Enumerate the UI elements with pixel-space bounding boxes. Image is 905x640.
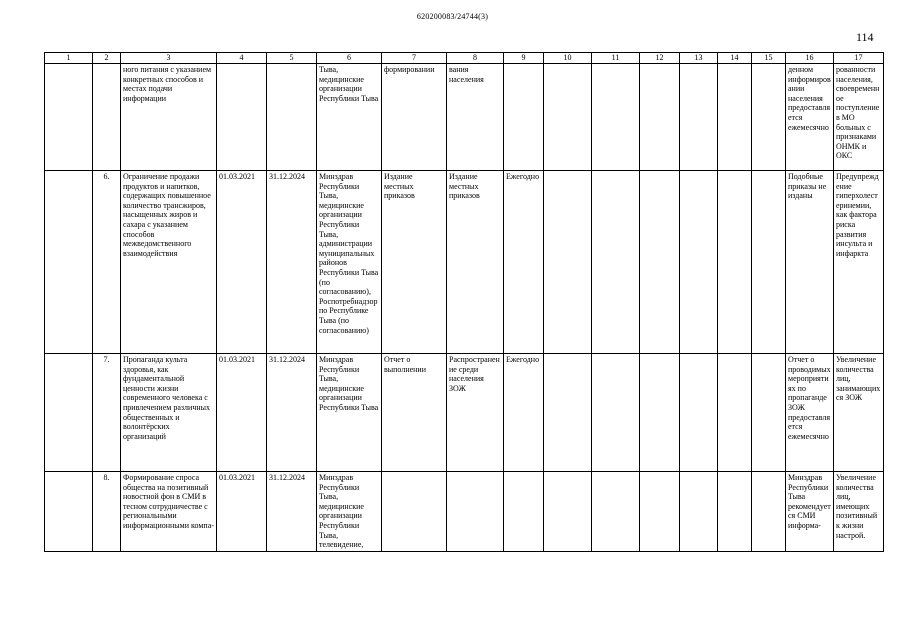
item-number-cell [93,64,121,171]
table-cell [592,354,640,472]
table-cell: Издание местных приказов [382,171,447,354]
table-cell [382,472,447,552]
table-cell [592,472,640,552]
activity-cell: Формирование спроса общества на позитивный новостной фон в СМИ в тесном сотрудничестве с региональными информационными компа- [121,472,217,552]
table-cell: формировании [382,64,447,171]
end-date-cell: 31.12.2024 [267,472,317,552]
table-cell [592,64,640,171]
table-row [45,64,884,171]
activity-cell: Пропаганда культа здоровья, как фундаментальной ценности жизни современного человека с привлечением различных общественных и волонтёрских организаций [121,354,217,472]
responsible-cell: Тыва, медицинские организации Республики Тыва [317,64,382,171]
column-header: 6 [317,53,382,64]
table-cell [544,64,592,171]
table-cell: Отчет о выполнении [382,354,447,472]
column-header: 5 [267,53,317,64]
column-header: 17 [834,53,884,64]
column-header: 7 [382,53,447,64]
item-number-cell: 8. [93,472,121,552]
table-cell [45,354,93,472]
table-cell: Предупреждение гиперхолестеринемии, как фактора риска развития инсульта и инфаркта [834,171,884,354]
plan-table [44,52,884,552]
table-cell [752,354,786,472]
activity-cell: ного питания с указанием конкретных способов и местах подачи информации [121,64,217,171]
table-cell [680,64,718,171]
column-header: 3 [121,53,217,64]
column-header: 12 [640,53,680,64]
column-header: 14 [718,53,752,64]
table-cell [447,472,504,552]
table-cell [544,354,592,472]
table-cell [640,64,680,171]
column-header: 16 [786,53,834,64]
item-number-cell: 6. [93,171,121,354]
table-cell [718,472,752,552]
responsible-cell: Минздрав Республики Тыва, медицинские организации Республики Тыва, администрации муниципальных районов Республики Тыва (по согласованию), Роспотребнадзор по Республике Тыва (по согласованию) [317,171,382,354]
table-cell [718,64,752,171]
table-cell [544,472,592,552]
column-header: 10 [544,53,592,64]
table-cell [718,171,752,354]
table-cell: Ежегодно [504,171,544,354]
table-cell: Минздрав Республики Тыва рекомендуется СМИ информа- [786,472,834,552]
column-header: 8 [447,53,504,64]
table-cell: Увеличение количества лиц, имеющих позитивный к жизни настрой. [834,472,884,552]
start-date-cell [217,64,267,171]
table-cell [752,64,786,171]
table-cell: Подобные приказы не изданы [786,171,834,354]
start-date-cell: 01.03.2021 [217,472,267,552]
table-cell [592,171,640,354]
column-header: 2 [93,53,121,64]
end-date-cell [267,64,317,171]
table-cell: Ежегодно [504,354,544,472]
document-id: 620200083/24744(3) [416,12,489,21]
table-cell [640,171,680,354]
table-cell: денном информировании населения предоставляется ежемесячно [786,64,834,171]
table-cell [718,354,752,472]
table-cell: Издание местных приказов [447,171,504,354]
table-cell [680,171,718,354]
table-cell [640,354,680,472]
column-header: 11 [592,53,640,64]
table-row [45,354,884,472]
responsible-cell: Минздрав Республики Тыва, медицинские организации Республики Тыва [317,354,382,472]
table-cell: рованности населения, своевременное поступление в МО больных с признаками ОНМК и ОКС [834,64,884,171]
table-row [45,171,884,354]
table-row [45,472,884,552]
table-cell: вания населения [447,64,504,171]
table-cell [504,472,544,552]
page-number: 114 [856,30,874,44]
table-cell [504,64,544,171]
start-date-cell: 01.03.2021 [217,171,267,354]
table-cell [680,354,718,472]
responsible-cell: Минздрав Республики Тыва, медицинские организации Республики Тыва, телевидение, [317,472,382,552]
column-header: 9 [504,53,544,64]
item-number-cell: 7. [93,354,121,472]
table-cell [752,171,786,354]
table-cell [544,171,592,354]
column-number-row [45,53,884,64]
column-header: 1 [45,53,93,64]
column-header: 13 [680,53,718,64]
column-header: 15 [752,53,786,64]
table-cell: Увеличение количества лиц, занимающихся ЗОЖ [834,354,884,472]
table-cell [45,171,93,354]
start-date-cell: 01.03.2021 [217,354,267,472]
table-cell: Отчет о проводимых мероприятиях по пропаганде ЗОЖ предоставляется ежемесячно [786,354,834,472]
table-cell [752,472,786,552]
table-cell [680,472,718,552]
column-header: 4 [217,53,267,64]
end-date-cell: 31.12.2024 [267,354,317,472]
table-cell: Распространение среди населения ЗОЖ [447,354,504,472]
table-cell [45,472,93,552]
table-cell [45,64,93,171]
activity-cell: Ограничение продажи продуктов и напитков, содержащих повышенное количество трансжиров, насыщенных жиров и сахара с указанием способов межведомственного взаимодействия [121,171,217,354]
table-cell [640,472,680,552]
end-date-cell: 31.12.2024 [267,171,317,354]
